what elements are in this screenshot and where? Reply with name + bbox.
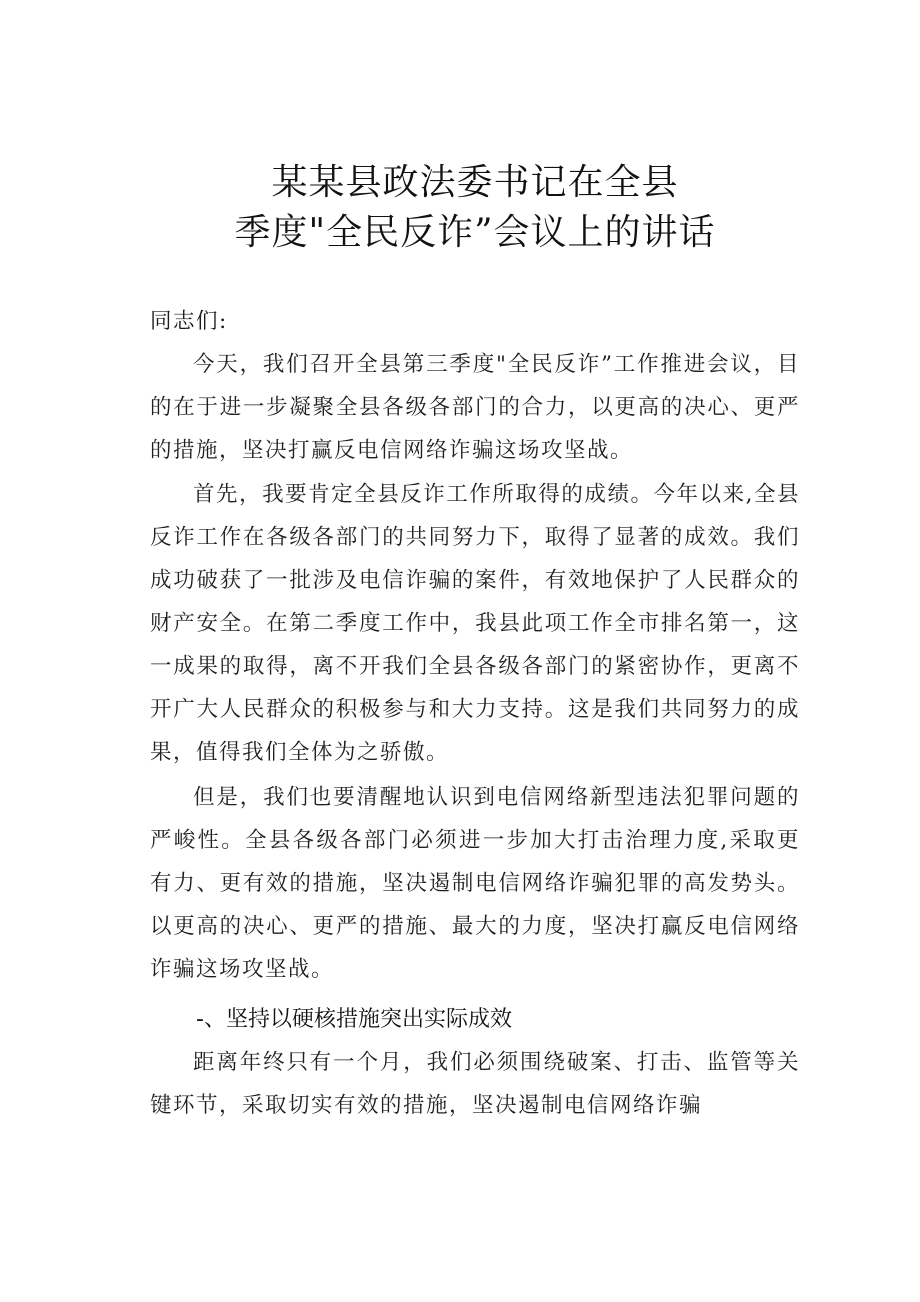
section-heading: -、坚持以硬核措施突出实际成效 (196, 1007, 512, 1032)
document-title-line-1: 某某县政法委书记在全县 (271, 162, 679, 203)
paragraph-1: 今天，我们召开全县第三季度"全民反诈”工作推进会议，目的在于进一步凝聚全县各级各部门的合力，以更高的决心、更严的措施，坚决打赢反电信网络诈骗这场攻坚战。 (150, 352, 800, 463)
section-paragraph: 距离年终只有一个月，我们必须围绕破案、打击、监管等关键环节，采取切实有效的措施，坚决遏制电信网络诈骗 (150, 1050, 800, 1118)
paragraph-3: 但是，我们也要清醒地认识到电信网络新型违法犯罪问题的严峻性。全县各级各部门必须进一步加大打击治理力度,采取更有力、更有效的措施，坚决遏制电信网络诈骗犯罪的高发势头。以更高的决心、更严的措施、最大的力度，坚决打赢反电信网络诈骗这场攻坚战。 (150, 785, 800, 982)
paragraph-2: 首先，我要肯定全县反诈工作所取得的成绩。今年以来,全县反诈工作在各级各部门的共同努力下，取得了显著的成效。我们成功破获了一批涉及电信诈骗的案件，有效地保护了人民群众的财产安全。在第二季度工作中，我县此项工作全市排名第一，这一成果的取得，离不开我们全县各级各部门的紧密协作，更离不开广大人民群众的积极参与和大力支持。这是我们共同努力的成果，值得我们全体为之骄傲。 (150, 482, 800, 765)
greeting: 同志们: (150, 309, 228, 334)
document-title-line-2: 季度"全民反诈”会议上的讲话 (234, 212, 716, 253)
